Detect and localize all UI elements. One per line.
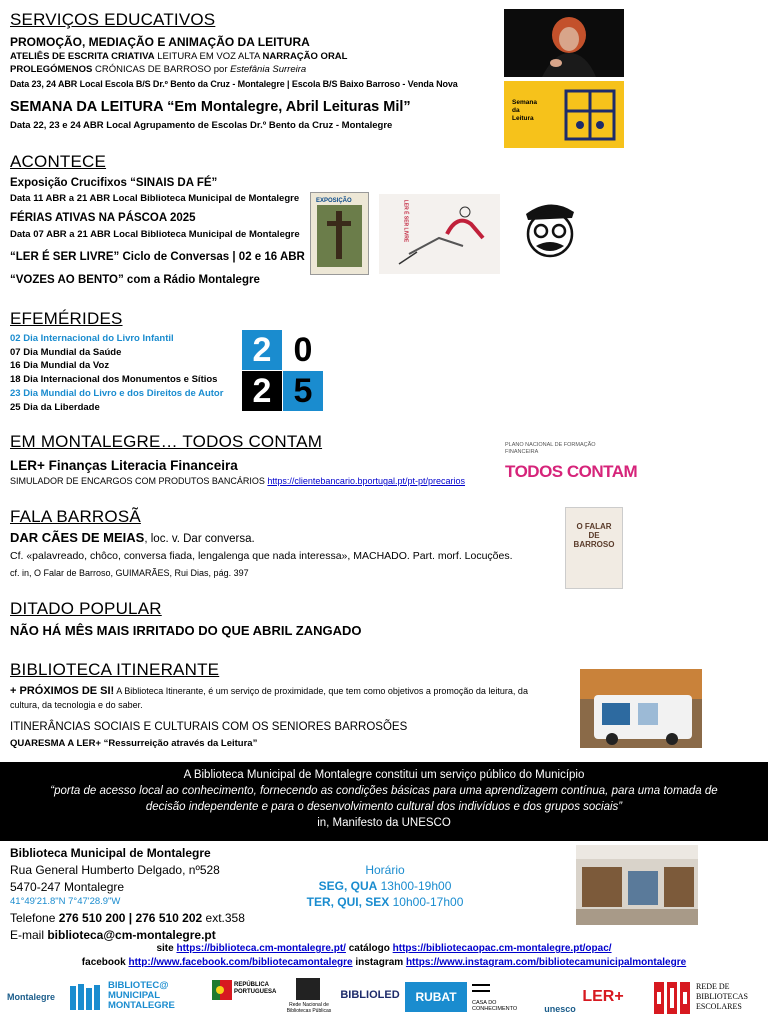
efemeride-text: 16 Dia Mundial da Voz — [10, 360, 110, 372]
cronicas-label: CRÓNICAS DE BARROSO por — [92, 64, 231, 75]
quote-line: A Biblioteca Municipal de Montalegre constitui um serviço público do Município — [183, 769, 585, 781]
social-links-row — [0, 957, 768, 969]
quote-source: in, Manifesto da UNESCO — [317, 817, 451, 829]
biblioteca-municipal-logo: BIBLIOTEC@ MUNICIPAL MONTALEGRE — [108, 980, 175, 1011]
efemeride-text: 02 Dia Internacional do Livro Infantil — [10, 333, 174, 344]
efemeride-text: 18 Dia Internacional dos Monumentos e Sítios — [10, 374, 218, 386]
section-heading-itinerante: BIBLIOTECA ITINERANTE — [10, 660, 220, 679]
semana-data: Data 22, 23 e 24 ABR Local Agrupamento de Escolas Dr.º Bento da Cruz - Montalegre — [10, 120, 393, 131]
book-icon — [68, 982, 108, 1012]
facebook-label: facebook — [81, 957, 129, 968]
republica-logo — [212, 980, 276, 1014]
year-digit: 2 — [242, 330, 282, 370]
expo-data: Data 11 ABR a 21 ABR Local Biblioteca Municipal de Montalegre — [10, 193, 300, 204]
vozes-title: “VOZES AO BENTO” com a Rádio Montalegre — [10, 274, 260, 286]
itinerancias-title: ITINERÂNCIAS SOCIAIS E CULTURAIS COM OS SENIORES BARROSÕES — [10, 721, 408, 733]
todos-contam-label: TODOS CONTAM — [505, 462, 638, 481]
year-digit: 2 — [242, 371, 282, 411]
horario-days: SEG, QUA — [318, 879, 378, 893]
site-label: site — [156, 943, 177, 954]
horario-title: Horário — [365, 863, 405, 877]
semana-title: SEMANA DA LEITURA “Em Montalegre, Abril Leituras Mil” — [10, 99, 411, 115]
casa-divider — [472, 984, 490, 986]
simulador-line — [10, 475, 465, 487]
rbe-icon — [654, 982, 692, 1014]
fala-def: , loc. v. Dar conversa. — [144, 533, 255, 545]
pnff-label: PLANO NACIONAL DE FORMAÇÃO FINANCEIRA — [505, 442, 596, 455]
quote-line: decisão independente e para o desenvolvimento cultural dos indivíduos e dos grupos sociais” — [145, 801, 623, 813]
ler-livre-title: “LER É SER LIVRE” Ciclo de Conversas | 02 e 16 ABR — [10, 251, 305, 263]
efemeride-item — [10, 332, 223, 346]
leitura-voz-label: LEITURA EM VOZ ALTA — [154, 51, 263, 62]
expo-poster-label: EXPOSIÇÃO — [316, 198, 352, 204]
ler-livre-side: LER É SER LIVRE — [402, 199, 409, 243]
ateliers-line — [10, 51, 347, 63]
itinerante-lead: + PRÓXIMOS DE SI! — [10, 685, 115, 697]
efemeride-item — [10, 401, 223, 415]
horario-block — [300, 862, 470, 910]
casa-divider — [472, 990, 490, 992]
todos-contam-logo — [505, 442, 638, 486]
bibliomovel-photo — [580, 669, 702, 748]
unesco-logo: unesco — [544, 1004, 576, 1014]
ateliers-label: ATELIÊS DE ESCRITA CRIATIVA — [10, 51, 155, 62]
literacia-title: LER+ Finanças Literacia Financeira — [10, 458, 238, 473]
section-heading-efemerides: EFEMÉRIDES — [10, 309, 123, 328]
itinerante-desc2: cultura, da tecnologia e do saber. — [10, 700, 143, 710]
rnbp-logo — [284, 978, 334, 1016]
phone-ext: ext.358 — [202, 911, 245, 925]
montalegre-logo: Montalegre — [6, 992, 55, 1002]
library-coords: 41°49'21.8"N 7°47'28.9"W — [10, 896, 121, 907]
semana-leitura-poster — [504, 81, 624, 148]
efemeride-item — [10, 387, 223, 401]
rnbp-label: Rede Nacional de Bibliotecas Públicas — [286, 1002, 332, 1014]
republica-flag-icon — [212, 980, 232, 1000]
republica-label: REPÚBLICA PORTUGUESA — [234, 982, 277, 995]
catalogo-label: catálogo — [345, 943, 393, 954]
email-label: E-mail — [10, 928, 48, 942]
library-postal: 5470-247 Montalegre — [10, 880, 125, 894]
library-street: Rua General Humberto Delgado, nº528 — [10, 863, 220, 877]
author-name: Estefânia Surreira — [230, 64, 307, 75]
year-digit: 5 — [283, 371, 323, 411]
phone-label: Telefone — [10, 911, 59, 925]
itinerante-desc1 — [10, 685, 528, 697]
biblioled-logo: BIBLIOLED — [340, 989, 400, 1001]
fala-title-line — [10, 531, 255, 546]
promocao-title: PROMOÇÃO, MEDIAÇÃO E ANIMAÇÃO DA LEITURA — [10, 35, 310, 49]
narracao-label: NARRAÇÃO ORAL — [262, 51, 348, 62]
catalogo-link[interactable]: https://bibliotecaopac.cm-montalegre.pt/opac/ — [392, 943, 612, 954]
site-links-row — [0, 943, 768, 955]
storyteller-photo — [504, 9, 624, 77]
efemerides-list — [10, 332, 223, 414]
fala-cf: Cf. «palavreado, chôco, conversa fiada, lengalenga que nada interessa», MACHADO. Part. morf. Locuções. — [10, 550, 513, 562]
quaresma-line: QUARESMA A LER+ “Ressurreição através da Leitura” — [10, 738, 258, 749]
library-email — [10, 928, 216, 943]
efemeride-item — [10, 373, 223, 387]
year-2025-graphic — [242, 330, 323, 411]
casa-conhecimento-logo: CASA DO CONHECIMENTO — [472, 1000, 518, 1012]
year-digit: 0 — [283, 330, 323, 370]
ditado-text: NÃO HÁ MÊS MAIS IRRITADO DO QUE ABRIL ZANGADO — [10, 623, 362, 638]
ferias-data: Data 07 ABR a 21 ABR Local Biblioteca Municipal de Montalegre — [10, 229, 300, 240]
fala-title: DAR CÃES DE MEIAS — [10, 530, 145, 545]
ferias-title: FÉRIAS ATIVAS NA PÁSCOA 2025 — [10, 212, 196, 224]
fala-ref: cf. in, O Falar de Barroso, GUIMARÃES, Rui Dias, pág. 397 — [10, 568, 249, 578]
ler-livre-poster — [379, 194, 500, 274]
efemeride-text: 07 Dia Mundial da Saúde — [10, 346, 122, 358]
horario-days: TER, QUI, SEX — [306, 895, 390, 909]
section-heading-ditado: DITADO POPULAR — [10, 599, 162, 618]
educativos-data: Data 23, 24 ABR Local Escola B/S Dr.º Bento da Cruz - Montalegre | Escola B/S Baixo Barroso - Venda Nova — [10, 79, 458, 89]
itinerante-desc-text: A Biblioteca Itinerante, é um serviço de proximidade, que tem como objetivos a promoção da leitura, da — [114, 686, 528, 696]
section-heading-educativos: SERVIÇOS EDUCATIVOS — [10, 10, 216, 29]
facebook-link[interactable]: http://www.facebook.com/bibliotecamontalegre — [128, 957, 353, 968]
library-name: Biblioteca Municipal de Montalegre — [10, 846, 211, 860]
email-address[interactable]: biblioteca@cm-montalegre.pt — [47, 928, 216, 942]
falar-barroso-book — [565, 507, 623, 589]
prolegomenos-label: PROLEGÓMENOS — [10, 64, 93, 75]
unesco-quote-band — [0, 762, 768, 841]
instagram-label: instagram — [352, 957, 406, 968]
section-heading-fala: FALA BARROSÃ — [10, 507, 141, 526]
library-interior-photo — [576, 845, 698, 925]
quote-line: “porta de acesso local ao conhecimento, fornecendo as condições básicas para uma aprendizagem contínua, para uma tomada de — [50, 785, 718, 797]
library-phone — [10, 911, 245, 926]
instagram-link[interactable]: https://www.instagram.com/bibliotecamunicipalmontalegre — [405, 957, 687, 968]
efemeride-text: 23 Dia Mundial do Livro e dos Direitos de Autor — [10, 387, 224, 399]
rubat-logo: RUBAT — [405, 982, 467, 1012]
poster-label: Semana da Leitura — [512, 99, 537, 122]
site-link[interactable]: https://biblioteca.cm-montalegre.pt/ — [176, 943, 346, 954]
precarios-link[interactable]: https://clientebancario.bportugal.pt/pt-pt/precarios — [267, 476, 466, 486]
horario-hours: 13h00-19h00 — [377, 879, 452, 893]
simulador-label: SIMULADOR DE ENCARGOS COM PRODUTOS BANCÁRIOS — [10, 476, 265, 486]
efemeride-item — [10, 359, 223, 373]
section-heading-todos-contam: EM MONTALEGRE… TODOS CONTAM — [10, 432, 323, 451]
efemeride-text: 25 Dia da Liberdade — [10, 401, 100, 413]
prolegomenos-line — [10, 64, 306, 76]
efemeride-item — [10, 346, 223, 360]
book-title: O FALAR DE BARROSO — [573, 522, 615, 549]
ler-mais-logo: LER+ — [582, 988, 624, 1005]
section-heading-acontece: ACONTECE — [10, 152, 107, 171]
expo-poster — [310, 192, 369, 275]
rnbp-icon — [296, 978, 320, 1000]
radio-caricature — [510, 194, 590, 270]
phone-number[interactable]: 276 510 200 | 276 510 202 — [58, 911, 203, 925]
horario-hours: 10h00-17h00 — [389, 895, 464, 909]
rbe-label: REDE DE BIBLIOTECAS ESCOLARES — [696, 982, 748, 1011]
expo-title: Exposição Crucifixos “SINAIS DA FÉ” — [10, 177, 218, 189]
